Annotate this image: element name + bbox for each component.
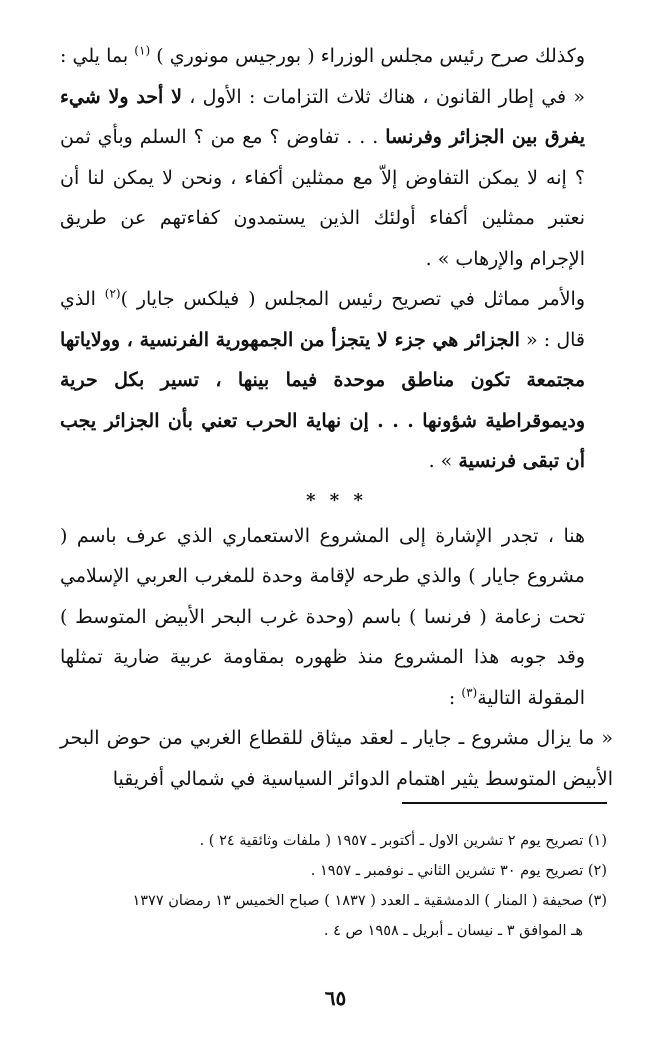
p4-seg0: « ما يزال مشروع ـ جايار ـ لعقد ميثاق للقطاع الغربي من حوض البحر الأبيض المتوسط يثير اهتمام الدوائر السياسية في شمالي أفريقيا: [60, 727, 613, 790]
paragraph-gaillard-project: [60, 516, 613, 719]
p2-seg2: الذي قال : «: [60, 288, 585, 351]
footnote-3-continued: هـ الموافق ٣ ـ نيسان ـ أبريل ـ ١٩٥٨ ص ٤ .: [323, 923, 583, 939]
footnote-ref-1: (١): [134, 43, 151, 58]
footnote-3: (٣) صحيفة ( المنار ) الدمشقية ـ العدد ( ١٨٣٧ ) صباح الخميس ١٣ رمضان ١٣٧٧: [132, 893, 607, 909]
p3-seg2: :: [448, 686, 462, 709]
footnotes: [60, 826, 607, 946]
p1-seg0: وكذلك صرح رئيس مجلس الوزراء ( بورجيس مونوري ): [150, 45, 585, 67]
footnote-1: (١) تصريح يوم ٢ تشرين الاول ـ أكتوبر ـ ١٩٥٧ ( ملفات وثائقية ٢٤ ) .: [199, 833, 607, 849]
p2-seg4: » .: [428, 450, 459, 472]
page-number: ٦٥: [324, 986, 347, 1010]
paragraph-prime-minister-statement: [60, 36, 613, 279]
p3-seg0: هنا ، تجدر الإشارة إلى المشروع الاستعماري الذي عرف باسم ( مشروع جايار ) والذي طرحه لإقامة وحدة للمغرب العربي الإسلامي تحت زعامة ( فرنسا ) باسم (وحدة غرب البحر الأبيض المتوسط ) وقد جوبه هذا المشروع منذ ظهوره بمقاومة عربية ضارية تمثلها المقولة التالية: [60, 524, 585, 709]
p1-seg2: بما يلي : « في إطار القانون ، هناك ثلاث التزامات : الأول ،: [60, 45, 585, 108]
p1-bold-quote: لا أحد ولا شيء يفرق بين الجزائر وفرنسا: [60, 85, 585, 148]
footnote-ref-2: (٢): [104, 286, 121, 301]
section-separator: * * *: [306, 489, 367, 511]
p1-seg4: . . . تفاوض ؟ مع من ؟ السلم وبأي ثمن ؟ إنه لا يمكن التفاوض إلاّ مع ممثلين أكفاء ، ونحن لا يمكن لنا أن نعتبر ممثلين أكفاء أولئك الذين يستمدون كفاءتهم عن طريق الإجرام والإرهاب » .: [60, 126, 585, 270]
paragraph-quotation: [60, 718, 613, 799]
paragraph-gaillard-statement: [60, 279, 613, 482]
page-body: [60, 36, 613, 799]
footnote-2: (٢) تصريح يوم ٣٠ تشرين الثاني ـ نوفمبر ـ ١٩٥٧ .: [310, 863, 607, 879]
footnote-divider: [402, 802, 607, 804]
p2-bold-quote: الجزائر هي جزء لا يتجزأ من الجمهورية الفرنسية ، وولاياتها مجتمعة تكون مناطق موحدة فيما بينها ، تسير بكل حرية وديموقراطية شؤونها . . . إن نهاية الحرب تعني بأن الجزائر يجب أن تبقى فرنسية: [60, 328, 585, 472]
p2-seg0: والأمر مماثل في تصريح رئيس المجلس ( فيلكس جايار ): [120, 288, 586, 310]
footnote-ref-3: (٣): [461, 685, 478, 700]
